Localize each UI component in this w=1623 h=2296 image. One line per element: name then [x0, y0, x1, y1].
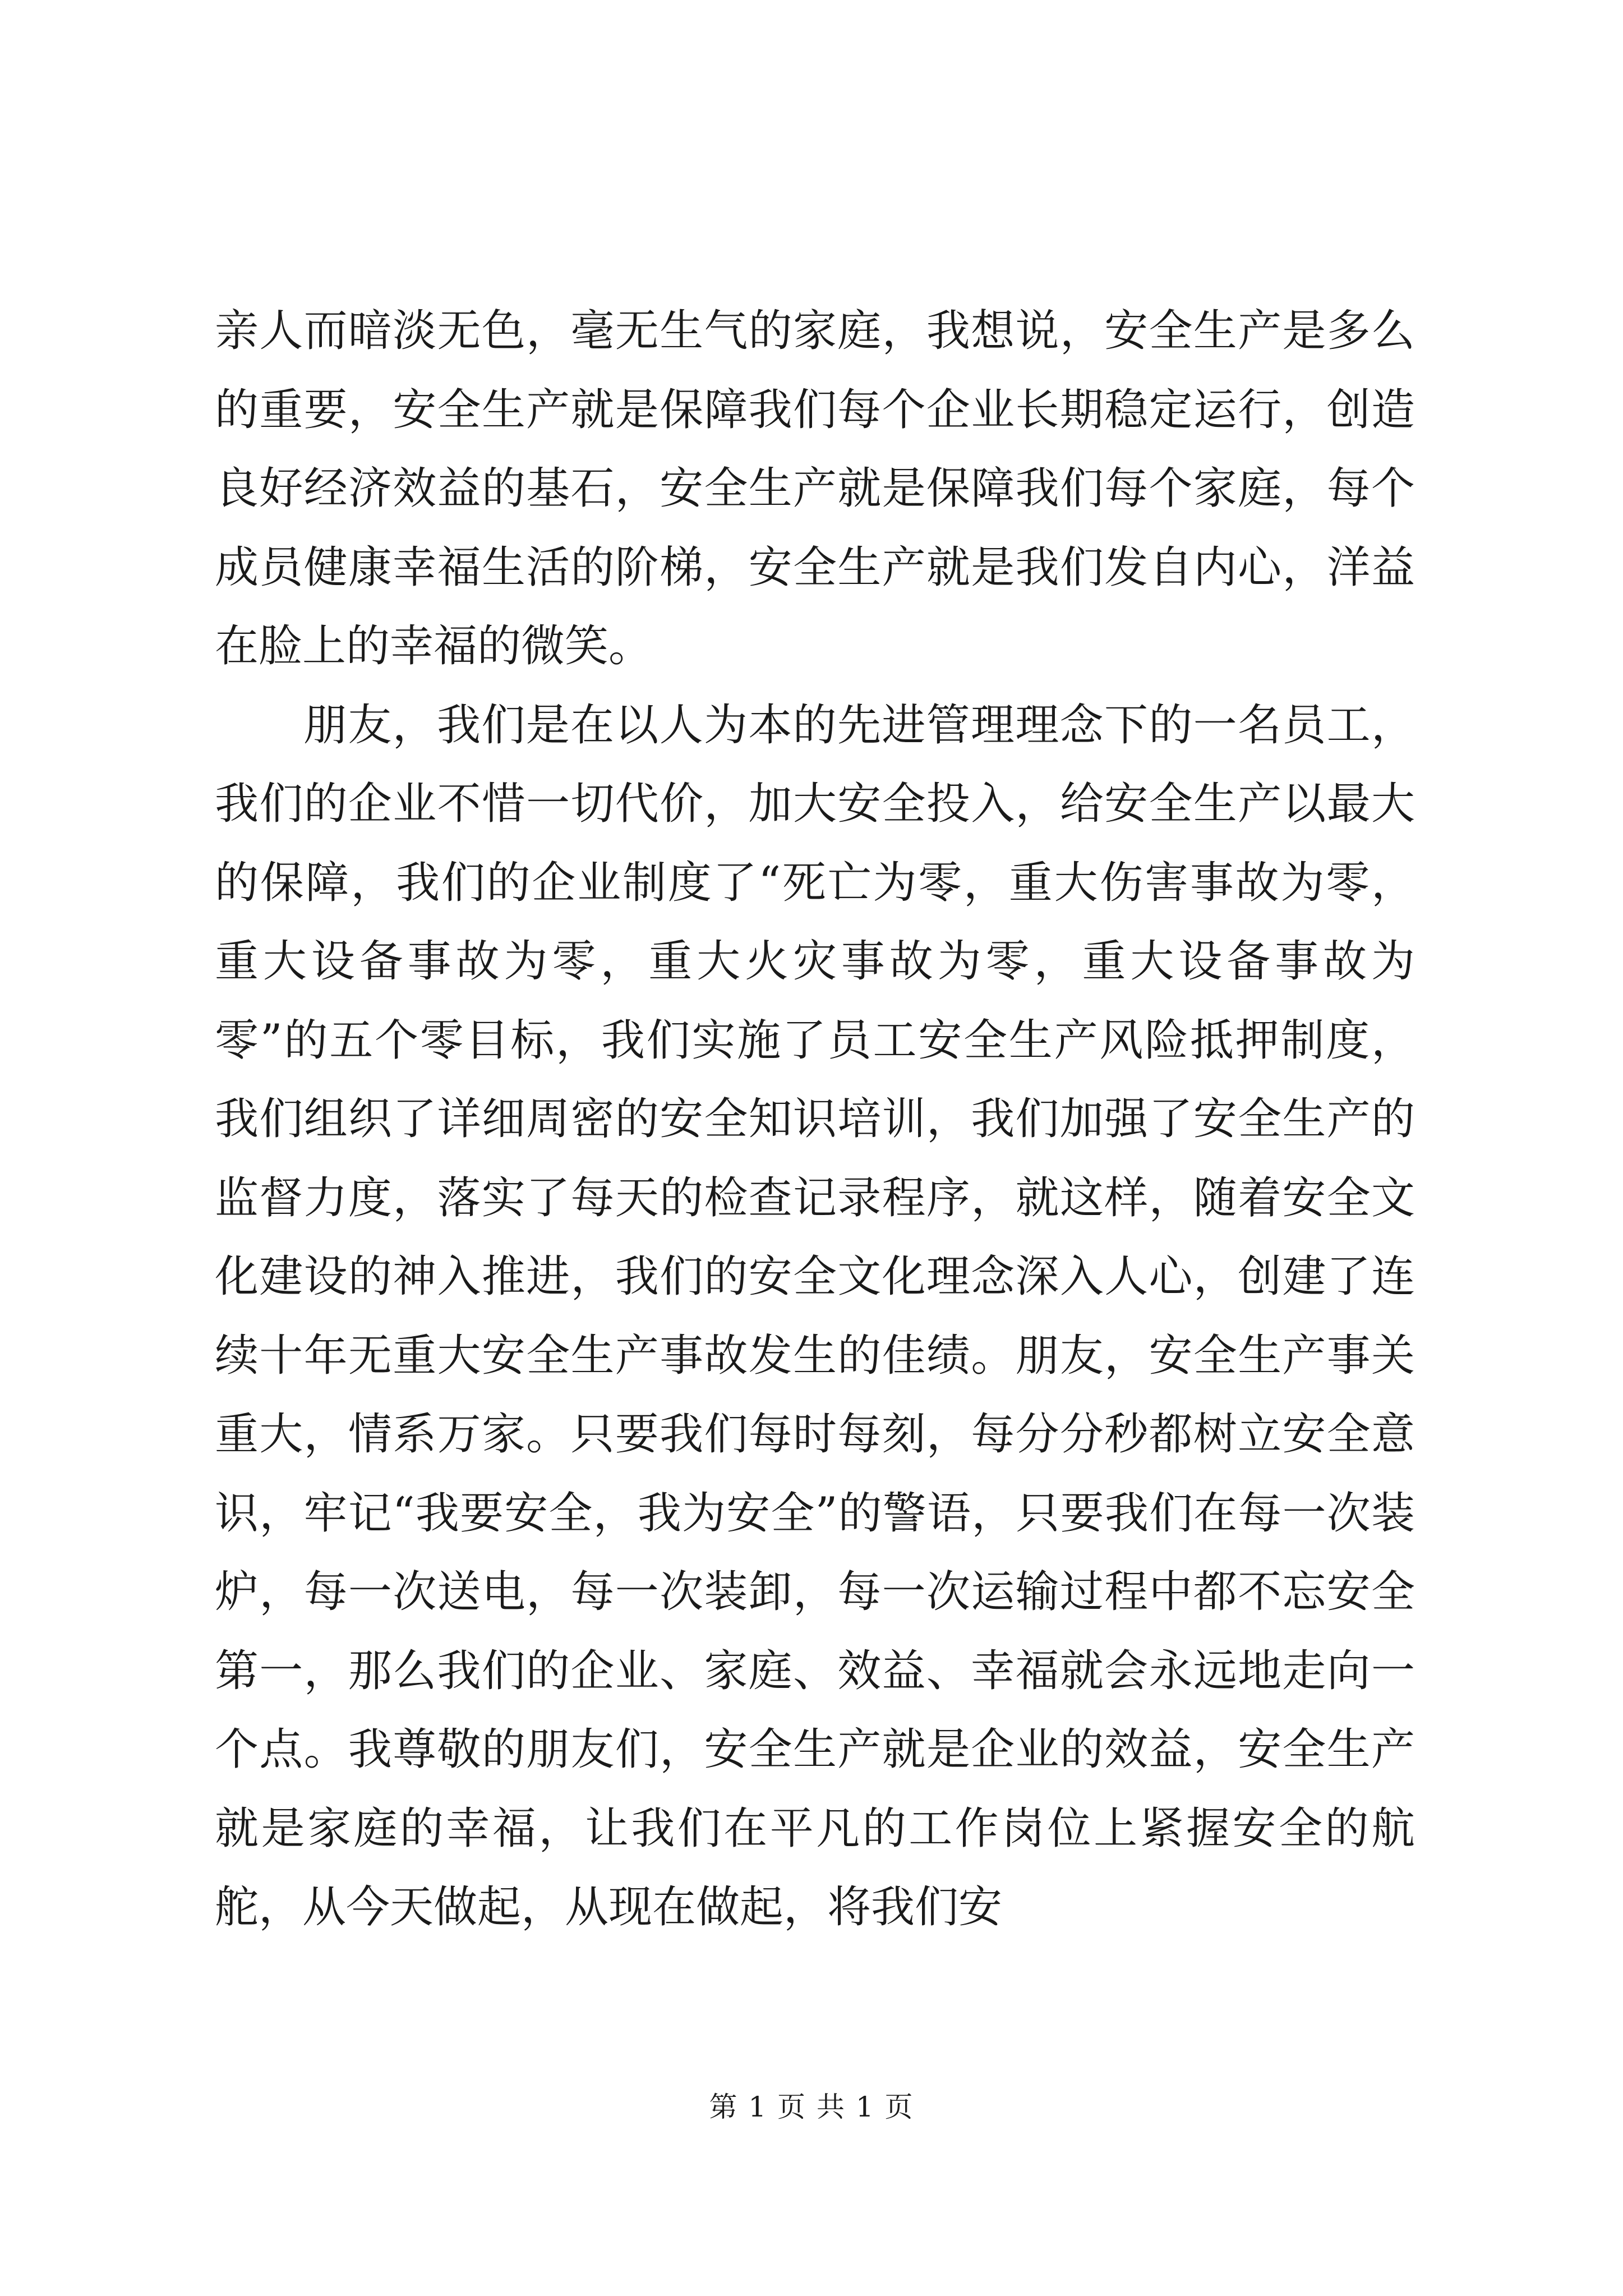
- document-body: [215, 292, 1415, 1947]
- paragraph-2: 朋友，我们是在以人为本的先进管理理念下的一名员工，我们的企业不惜一切代价，加大安全投入，给安全生产以最大的保障，我们的企业制度了“死亡为零，重大伤害事故为零，重大设备事故为零，重大火灾事故为零，重大设备事故为零”的五个零目标，我们实施了员工安全生产风险抵押制度，我们组织了详细周密的安全知识培训，我们加强了安全生产的监督力度，落实了每天的检查记录程序，就这样，随着安全文化建设的神入推进，我们的安全文化理念深入人心，创建了连续十年无重大安全生产事故发生的佳绩。朋友，安全生产事关重大，情系万家。只要我们每时每刻，每分分秒都树立安全意识，牢记“我要安全，我为安全”的警语，只要我们在每一次装炉，每一次送电，每一次装卸，每一次运输过程中都不忘安全第一，那么我们的企业、家庭、效益、幸福就会永远地走向一个点。我尊敬的朋友们，安全生产就是企业的效益，安全生产就是家庭的幸福，让我们在平凡的工作岗位上紧握安全的航舵，从今天做起，从现在做起，将我们安: [215, 700, 1415, 1932]
- page-footer: 第 1 页 共 1 页: [709, 2091, 914, 2123]
- paragraph-1: 亲人而暗淡无色，毫无生气的家庭，我想说，安全生产是多么的重要，安全生产就是保障我们每个企业长期稳定运行，创造良好经济效益的基石，安全生产就是保障我们每个家庭，每个成员健康幸福生活的阶梯，安全生产就是我们发自内心，洋益在脸上的幸福的微笑。: [215, 306, 1415, 671]
